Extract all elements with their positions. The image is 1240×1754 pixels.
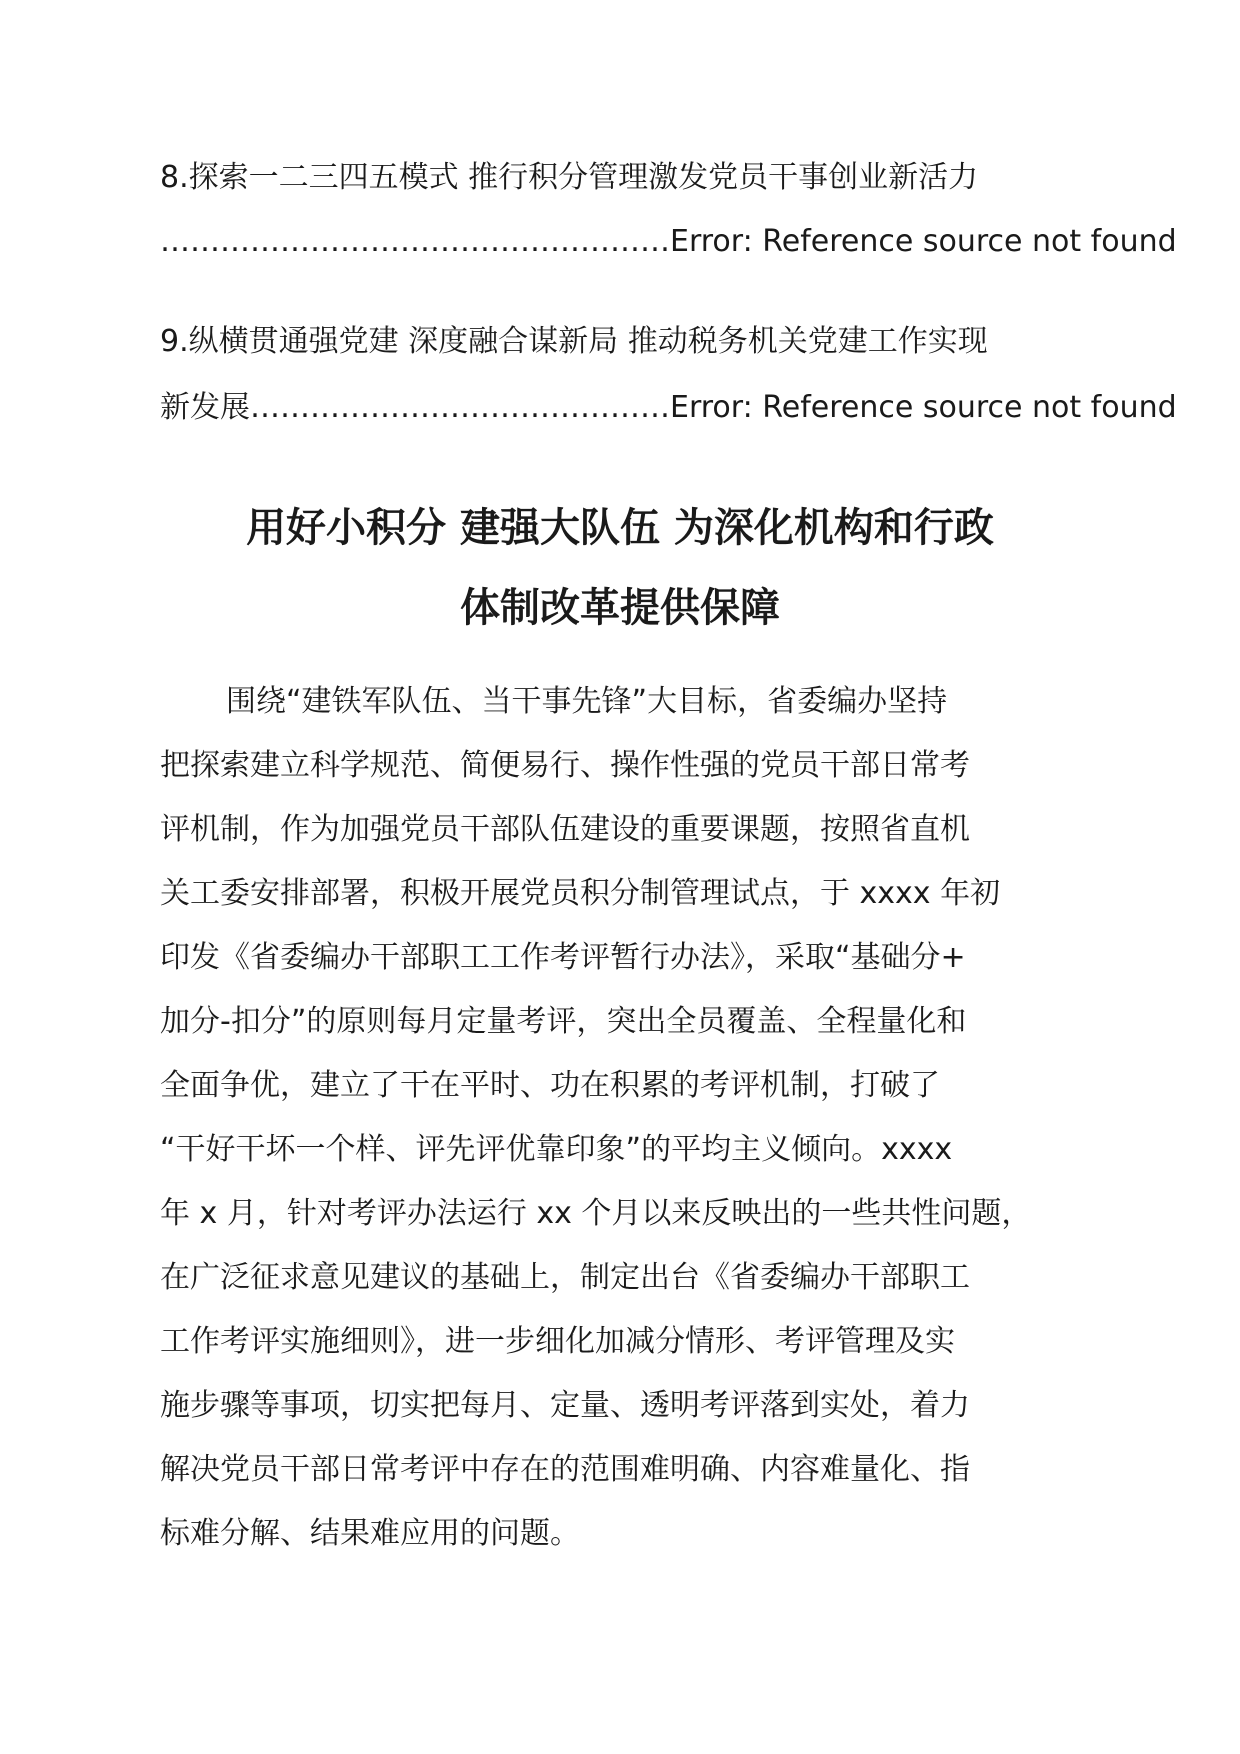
toc-page-ref: Error: Reference source not found: [670, 390, 1177, 425]
body-line: 加分-扣分”的原则每月定量考评，突出全员覆盖、全程量化和: [160, 1004, 967, 1039]
body-line: 在广泛征求意见建议的基础上，制定出台《省委编办干部职工: [160, 1260, 970, 1295]
toc-page-ref: Error: Reference source not found: [670, 224, 1177, 259]
body-line: 把探索建立科学规范、简便易行、操作性强的党员干部日常考: [160, 748, 970, 783]
body-line: 年 x 月，针对考评办法运行 xx 个月以来反映出的一些共性问题，: [160, 1196, 1032, 1231]
body-line: “干好干坏一个样、评先评优靠印象”的平均主义倾向。xxxx: [160, 1132, 953, 1167]
toc-entry-title: 9.纵横贯通强党建 深度融合谋新局 推动税务机关党建工作实现: [160, 324, 988, 359]
toc-entry-9[interactable]: [160, 322, 1240, 432]
body-line: 围绕“建铁军队伍、当干事先锋”大目标，省委编办坚持: [226, 684, 948, 719]
toc-entry-prefix: 新发展: [160, 390, 250, 425]
body-line: 关工委安排部署，积极开展党员积分制管理试点，于 xxxx 年初: [160, 876, 1001, 911]
toc-leader-dots: ……………………………………: [250, 390, 670, 425]
toc-entry-title: 8.探索一二三四五模式 推行积分管理激发党员干事创业新活力: [160, 160, 979, 195]
toc-entry-leader: [160, 388, 1177, 428]
body-line: 全面争优，建立了干在平时、功在积累的考评机制，打破了: [160, 1068, 940, 1103]
body-line: 评机制，作为加强党员干部队伍建设的重要课题，按照省直机: [160, 812, 970, 847]
body-line: 工作考评实施细则》，进一步细化加减分情形、考评管理及实: [160, 1324, 955, 1359]
toc-entry-8[interactable]: [160, 158, 1240, 268]
toc-entry-leader: [160, 222, 1177, 262]
article-title-line-2: 体制改革提供保障: [460, 585, 780, 631]
body-line: 施步骤等事项，切实把每月、定量、透明考评落到实处，着力: [160, 1388, 970, 1423]
toc-leader-dots: ……………………………………………: [160, 224, 670, 259]
body-line: 标难分解、结果难应用的问题。: [160, 1516, 580, 1551]
body-line: 解决党员干部日常考评中存在的范围难明确、内容难量化、指: [160, 1452, 970, 1487]
article-title-line-1: 用好小积分 建强大队伍 为深化机构和行政: [246, 505, 994, 551]
body-line: 印发《省委编办干部职工工作考评暂行办法》，采取“基础分+: [160, 940, 966, 975]
